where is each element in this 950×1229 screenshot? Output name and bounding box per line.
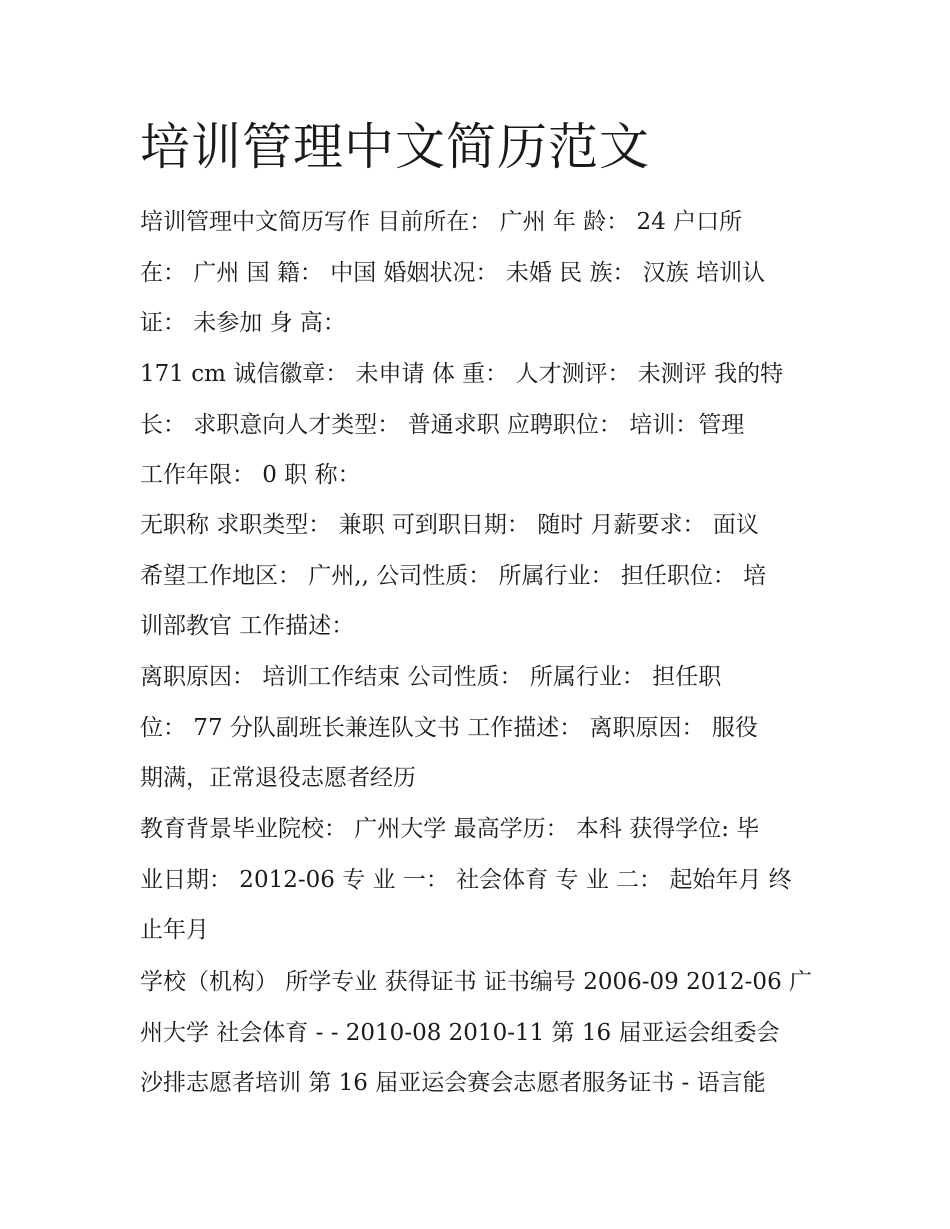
text-line: 无职称 求职类型： 兼职 可到职日期： 随时 月薪要求： 面议 <box>140 512 759 538</box>
text-line: 证： 未参加 身 高： <box>140 310 346 336</box>
text-line: 止年月 <box>140 917 209 943</box>
text-line: 培训管理中文简历写作 目前所在： 广州 年 龄： 24 户口所 <box>140 209 743 235</box>
paragraph-work-history <box>140 652 820 804</box>
text-line: 在： 广州 国 籍： 中国 婚姻状况： 未婚 民 族： 汉族 培训认 <box>140 259 766 286</box>
text-line: 171 cm 诚信徽章： 未申请 体 重： 人才测评： 未测评 我的特 <box>140 361 784 387</box>
paragraph-education <box>140 804 820 956</box>
text-line: 教育背景毕业院校： 广州大学 最高学历： 本科 获得学位: 毕 <box>140 816 760 842</box>
text-line: 希望工作地区： 广州,, 公司性质： 所属行业： 担任职位： 培 <box>140 562 767 589</box>
text-line: 工作年限： 0 职 称： <box>140 462 361 488</box>
paragraph-job-requirements <box>140 500 820 652</box>
text-line: 业日期： 2012-06 专 业 一： 社会体育 专 业 二： 起始年月 终 <box>140 866 792 893</box>
text-line: 离职原因： 培训工作结束 公司性质： 所属行业： 担任职 <box>140 664 722 690</box>
paragraph-education-table <box>140 957 820 1058</box>
paragraph-personal-info <box>140 197 820 349</box>
text-line: 学校（机构） 所学专业 获得证书 证书编号 2006-09 2012-06 广 <box>140 969 813 995</box>
document-title: 培训管理中文简历范文 <box>140 118 650 176</box>
text-line: 训部教官 工作描述： <box>140 613 355 639</box>
text-line: 位： 77 分队副班长兼连队文书 工作描述： 离职原因： 服役 <box>140 714 758 741</box>
text-line: 州大学 社会体育 - - 2010-08 2010-11 第 16 届亚运会组委会 <box>140 1019 780 1046</box>
text-line: 沙排志愿者培训 第 16 届亚运会赛会志愿者服务证书 - 语言能 <box>140 1070 766 1096</box>
paragraph-job-intent <box>140 349 820 501</box>
text-line: 长： 求职意向人才类型： 普通求职 应聘职位： 培训：管理 <box>140 411 745 438</box>
paragraph-training <box>140 1058 820 1109</box>
text-line: 期满，正常退役志愿者经历 <box>140 765 416 791</box>
